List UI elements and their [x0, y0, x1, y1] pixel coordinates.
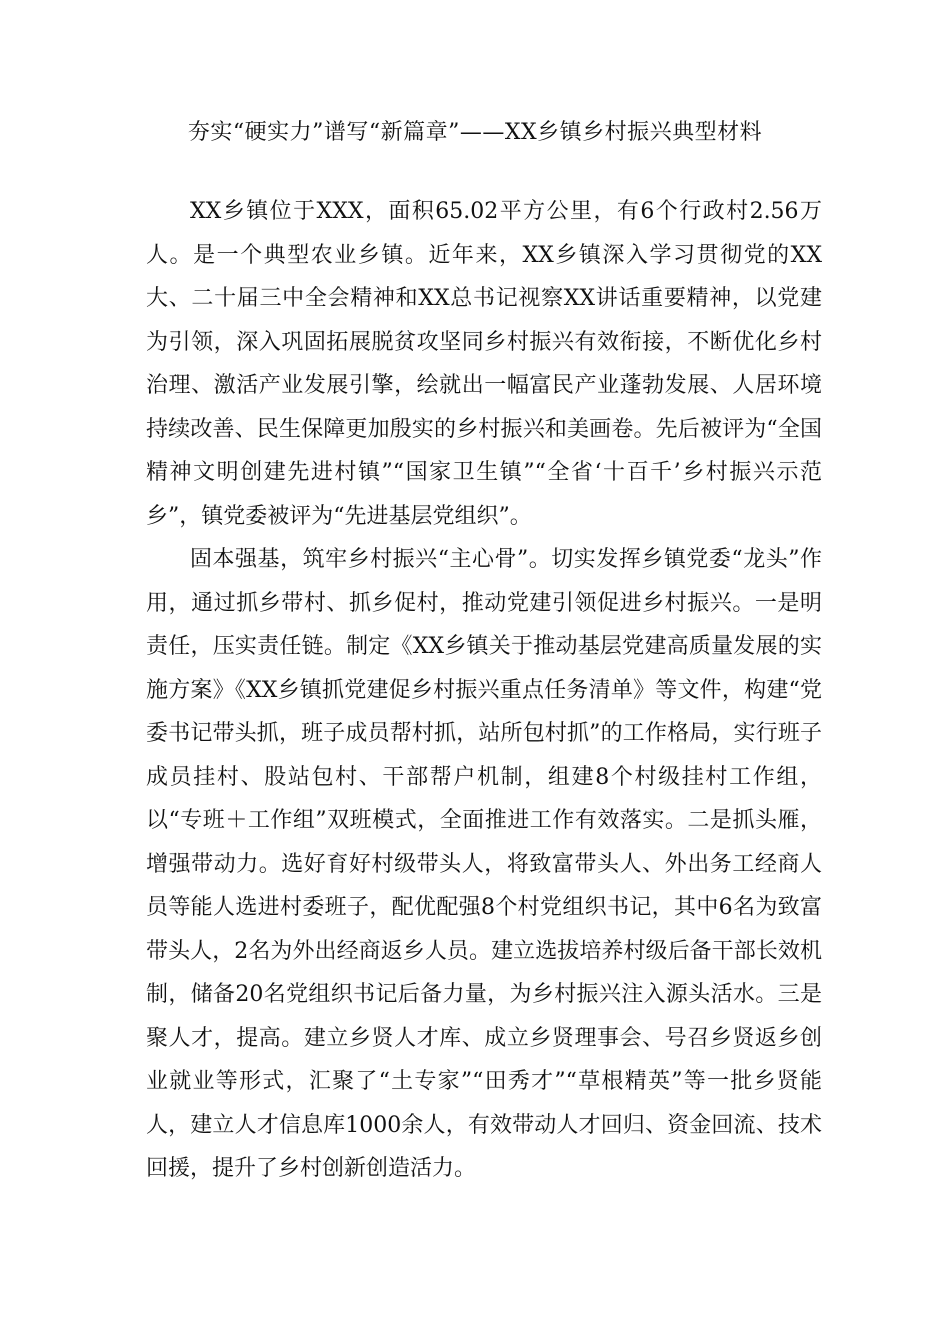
document-body	[146, 190, 822, 1191]
paragraph-intro: XX乡镇位于XXX，面积65.02平方公里，有6个行政村2.56万人。是一个典型农业乡镇。近年来，XX乡镇深入学习贯彻党的XX大、二十届三中全会精神和XX总书记视察XX讲话重要精神，以党建为引领，深入巩固拓展脱贫攻坚同乡村振兴有效衔接，不断优化乡村治理、激活产业发展引擎，绘就出一幅富民产业蓬勃发展、人居环境持续改善、民生保障更加殷实的乡村振兴和美画卷。先后被评为“全国精神文明创建先进村镇”“国家卫生镇”“全省‘十百千’乡村振兴示范乡”，镇党委被评为“先进基层党组织”。	[146, 199, 822, 529]
paragraph-party-building: 固本强基，筑牢乡村振兴“主心骨”。切实发挥乡镇党委“龙头”作用，通过抓乡带村、抓乡促村，推动党建引领促进乡村振兴。一是明责任，压实责任链。制定《XX乡镇关于推动基层党建高质量发展的实施方案》《XX乡镇抓党建促乡村振兴重点任务清单》等文件，构建“党委书记带头抓，班子成员帮村抓，站所包村抓”的工作格局，实行班子成员挂村、股站包村、干部帮户机制，组建8个村级挂村工作组，以“专班＋工作组”双班模式，全面推进工作有效落实。二是抓头雁，增强带动力。选好育好村级带头人，将致富带头人、外出务工经商人员等能人选进村委班子，配优配强8个村党组织书记，其中6名为致富带头人，2名为外出经商返乡人员。建立选拔培养村级后备干部长效机制，储备20名党组织书记后备力量，为乡村振兴注入源头活水。三是聚人才，提高。建立乡贤人才库、成立乡贤理事会、号召乡贤返乡创业就业等形式，汇聚了“土专家”“田秀才”“草根精英”等一批乡贤能人，建立人才信息库1000余人，有效带动人才回归、资金回流、技术回援，提升了乡村创新创造活力。	[146, 547, 822, 1181]
document-title: 夯实“硬实力”谱写“新篇章”——XX乡镇乡村振兴典型材料	[187, 120, 763, 145]
